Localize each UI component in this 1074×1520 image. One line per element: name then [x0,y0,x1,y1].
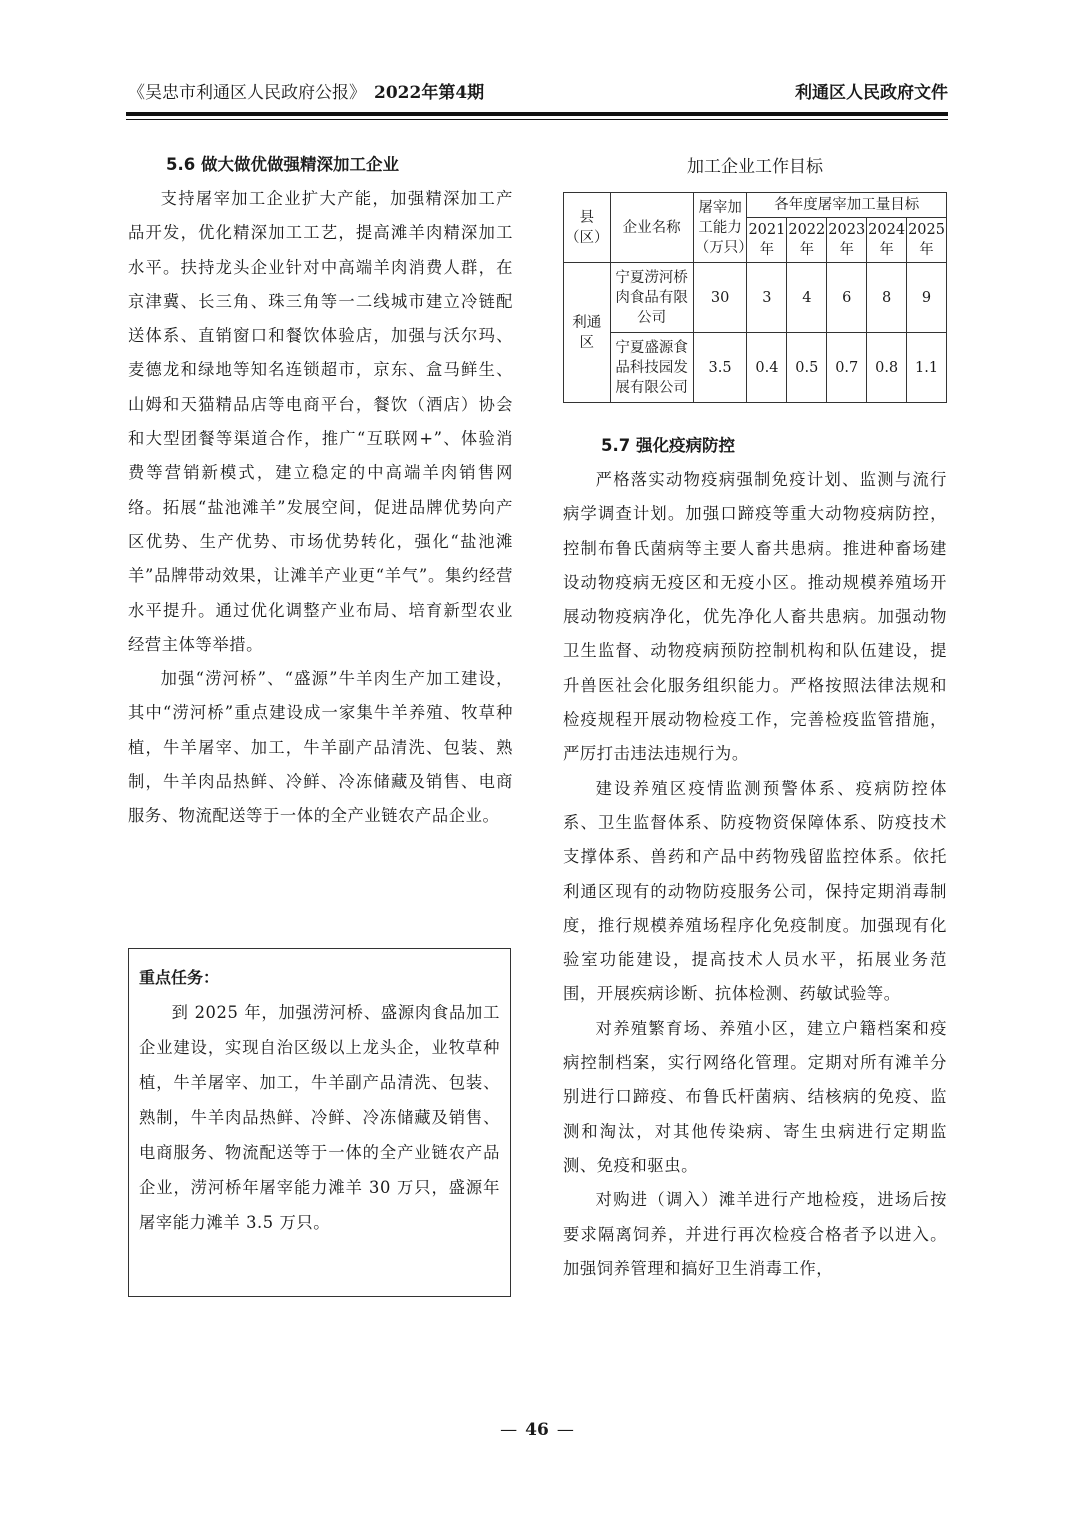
cell-target: 8 [867,263,907,333]
table-header-row [564,193,947,218]
footer-dash-right: — [556,1420,574,1440]
paragraph: 严格落实动物疫病强制免疫计划、监测与流行病学调查计划。加强口蹄疫等重大动物疫病防控，控制布鲁氏菌病等主要人畜共患病。推进种畜场建设动物疫病无疫区和无疫小区。推动规模养殖场开展动物疫病净化，优先净化人畜共患病。加强动物卫生监督、动物疫病预防控制机构和队伍建设，提升兽医社会化服务组织能力。严格按照法律法规和检疫规程开展动物检疫工作，完善检疫监管措施，严厉打击违法违规行为。 [563,470,947,764]
publication-title: 《吴忠市利通区人民政府公报》 [128,83,366,103]
header-year: 2021年 [747,218,787,263]
header-section-title: 利通区人民政府文件 [795,83,948,103]
cell-company: 宁夏盛源食品科技园发展有限公司 [610,333,693,403]
cell-target: 0.8 [867,333,907,403]
paragraph: 支持屠宰加工企业扩大产能，加强精深加工产品开发，优化精深加工工艺，提高滩羊肉精深加工水平。扶持龙头企业针对中高端羊肉消费人群，在京津冀、长三角、珠三角等一二线城市建立冷链配送体系、直销窗口和餐饮体验店，加强与沃尔玛、麦德龙和绿地等知名连锁超市，京东、盒马鲜生、山姆和天猫精品店等电商平台，餐饮（酒店）协会和大型团餐等渠道合作，推广“互联网+”、体验消费等营销新模式，建立稳定的中高端羊肉销售网络。拓展“盐池滩羊”发展空间，促进品牌优势向产区优势、生产优势、市场优势转化，强化“盐池滩羊”品牌带动效果，让滩羊产业更“羊气”。集约经营水平提升。通过优化调整产业布局、培育新型农业经营主体等举措。 [128,189,513,654]
table-row [564,333,947,403]
table-title: 加工企业工作目标 [687,157,823,177]
section-5-7 [563,429,947,1286]
paragraph: 对养殖繁育场、养殖小区，建立户籍档案和疫病控制档案，实行网络化管理。定期对所有滩羊分别进行口蹄疫、布鲁氏杆菌病、结核病的免疫、监测和淘汰，对其他传染病、寄生虫病进行定期监测、免疫和驱虫。 [563,1018,947,1175]
header-year: 2022年 [787,218,827,263]
header-rule-thin [126,119,948,120]
paragraph: 对购进（调入）滩羊进行产地检疫，进场后按要求隔离饲养，并进行再次检疫合格者予以进入。加强饲养管理和搞好卫生消毒工作， [563,1190,947,1278]
table-row [564,263,947,333]
running-header [128,78,948,106]
key-task-title: 重点任务： [139,968,220,987]
cell-county: 利通区 [564,263,611,403]
page-footer [0,1420,1074,1440]
cell-target: 1.1 [907,333,947,403]
processing-targets-table [563,192,947,403]
key-task-text: 到 2025 年，加强涝河桥、盛源肉食品加工企业建设，实现自治区级以上龙头企，业牧草种植，牛羊屠宰、加工，牛羊副产品清洗、包装、熟制，牛羊肉品热鲜、冷鲜、冷冻储藏及销售、电商服务、物流配送等于一体的全产业链农产品企业，涝河桥年屠宰能力滩羊 30 万只，盛源年屠宰能力滩羊 3.5 万只。 [139,1003,500,1232]
cell-target: 0.5 [787,333,827,403]
header-capacity: 屠宰加工能力（万只） [693,193,747,263]
cell-target: 0.7 [827,333,867,403]
cell-capacity: 30 [693,263,747,333]
cell-target: 6 [827,263,867,333]
left-column [128,148,513,834]
header-county: 县（区） [564,193,611,263]
cell-target: 4 [787,263,827,333]
section-heading-5-7: 5.7 强化疫病防控 [601,436,735,455]
key-task-box [128,948,511,1297]
right-column [563,148,947,1286]
page-number: 46 [525,1420,549,1440]
footer-dash-left: — [500,1420,518,1440]
header-year: 2023年 [827,218,867,263]
cell-target: 0.4 [747,333,787,403]
cell-target: 9 [907,263,947,333]
header-publication-line [128,78,484,103]
header-yearly-targets: 各年度屠宰加工量目标 [747,193,947,218]
header-year: 2025年 [907,218,947,263]
cell-capacity: 3.5 [693,333,747,403]
cell-target: 3 [747,263,787,333]
header-company: 企业名称 [610,193,693,263]
paragraph: 加强“涝河桥”、“盛源”牛羊肉生产加工建设，其中“涝河桥”重点建设成一家集牛羊养殖、牧草种植，牛羊屠宰、加工，牛羊副产品清洗、包装、熟制，牛羊肉品热鲜、冷鲜、冷冻储藏及销售、电商服务、物流配送等于一体的全产业链农产品企业。 [128,669,513,826]
issue-number: 2022年第4期 [374,83,485,103]
header-rule-thick [126,112,948,116]
header-year: 2024年 [867,218,907,263]
paragraph: 建设养殖区疫情监测预警体系、疫病防控体系、卫生监督体系、防疫物资保障体系、防疫技术支撑体系、兽药和产品中药物残留监控体系。依托利通区现有的动物防疫服务公司，保持定期消毒制度，推行规模养殖场程序化免疫制度。加强现有化验室功能建设，提高技术人员水平，拓展业务范围，开展疾病诊断、抗体检测、药敏试验等。 [563,778,947,1004]
section-heading-5-6: 5.6 做大做优做强精深加工企业 [166,155,399,174]
cell-company: 宁夏涝河桥肉食品有限公司 [610,263,693,333]
